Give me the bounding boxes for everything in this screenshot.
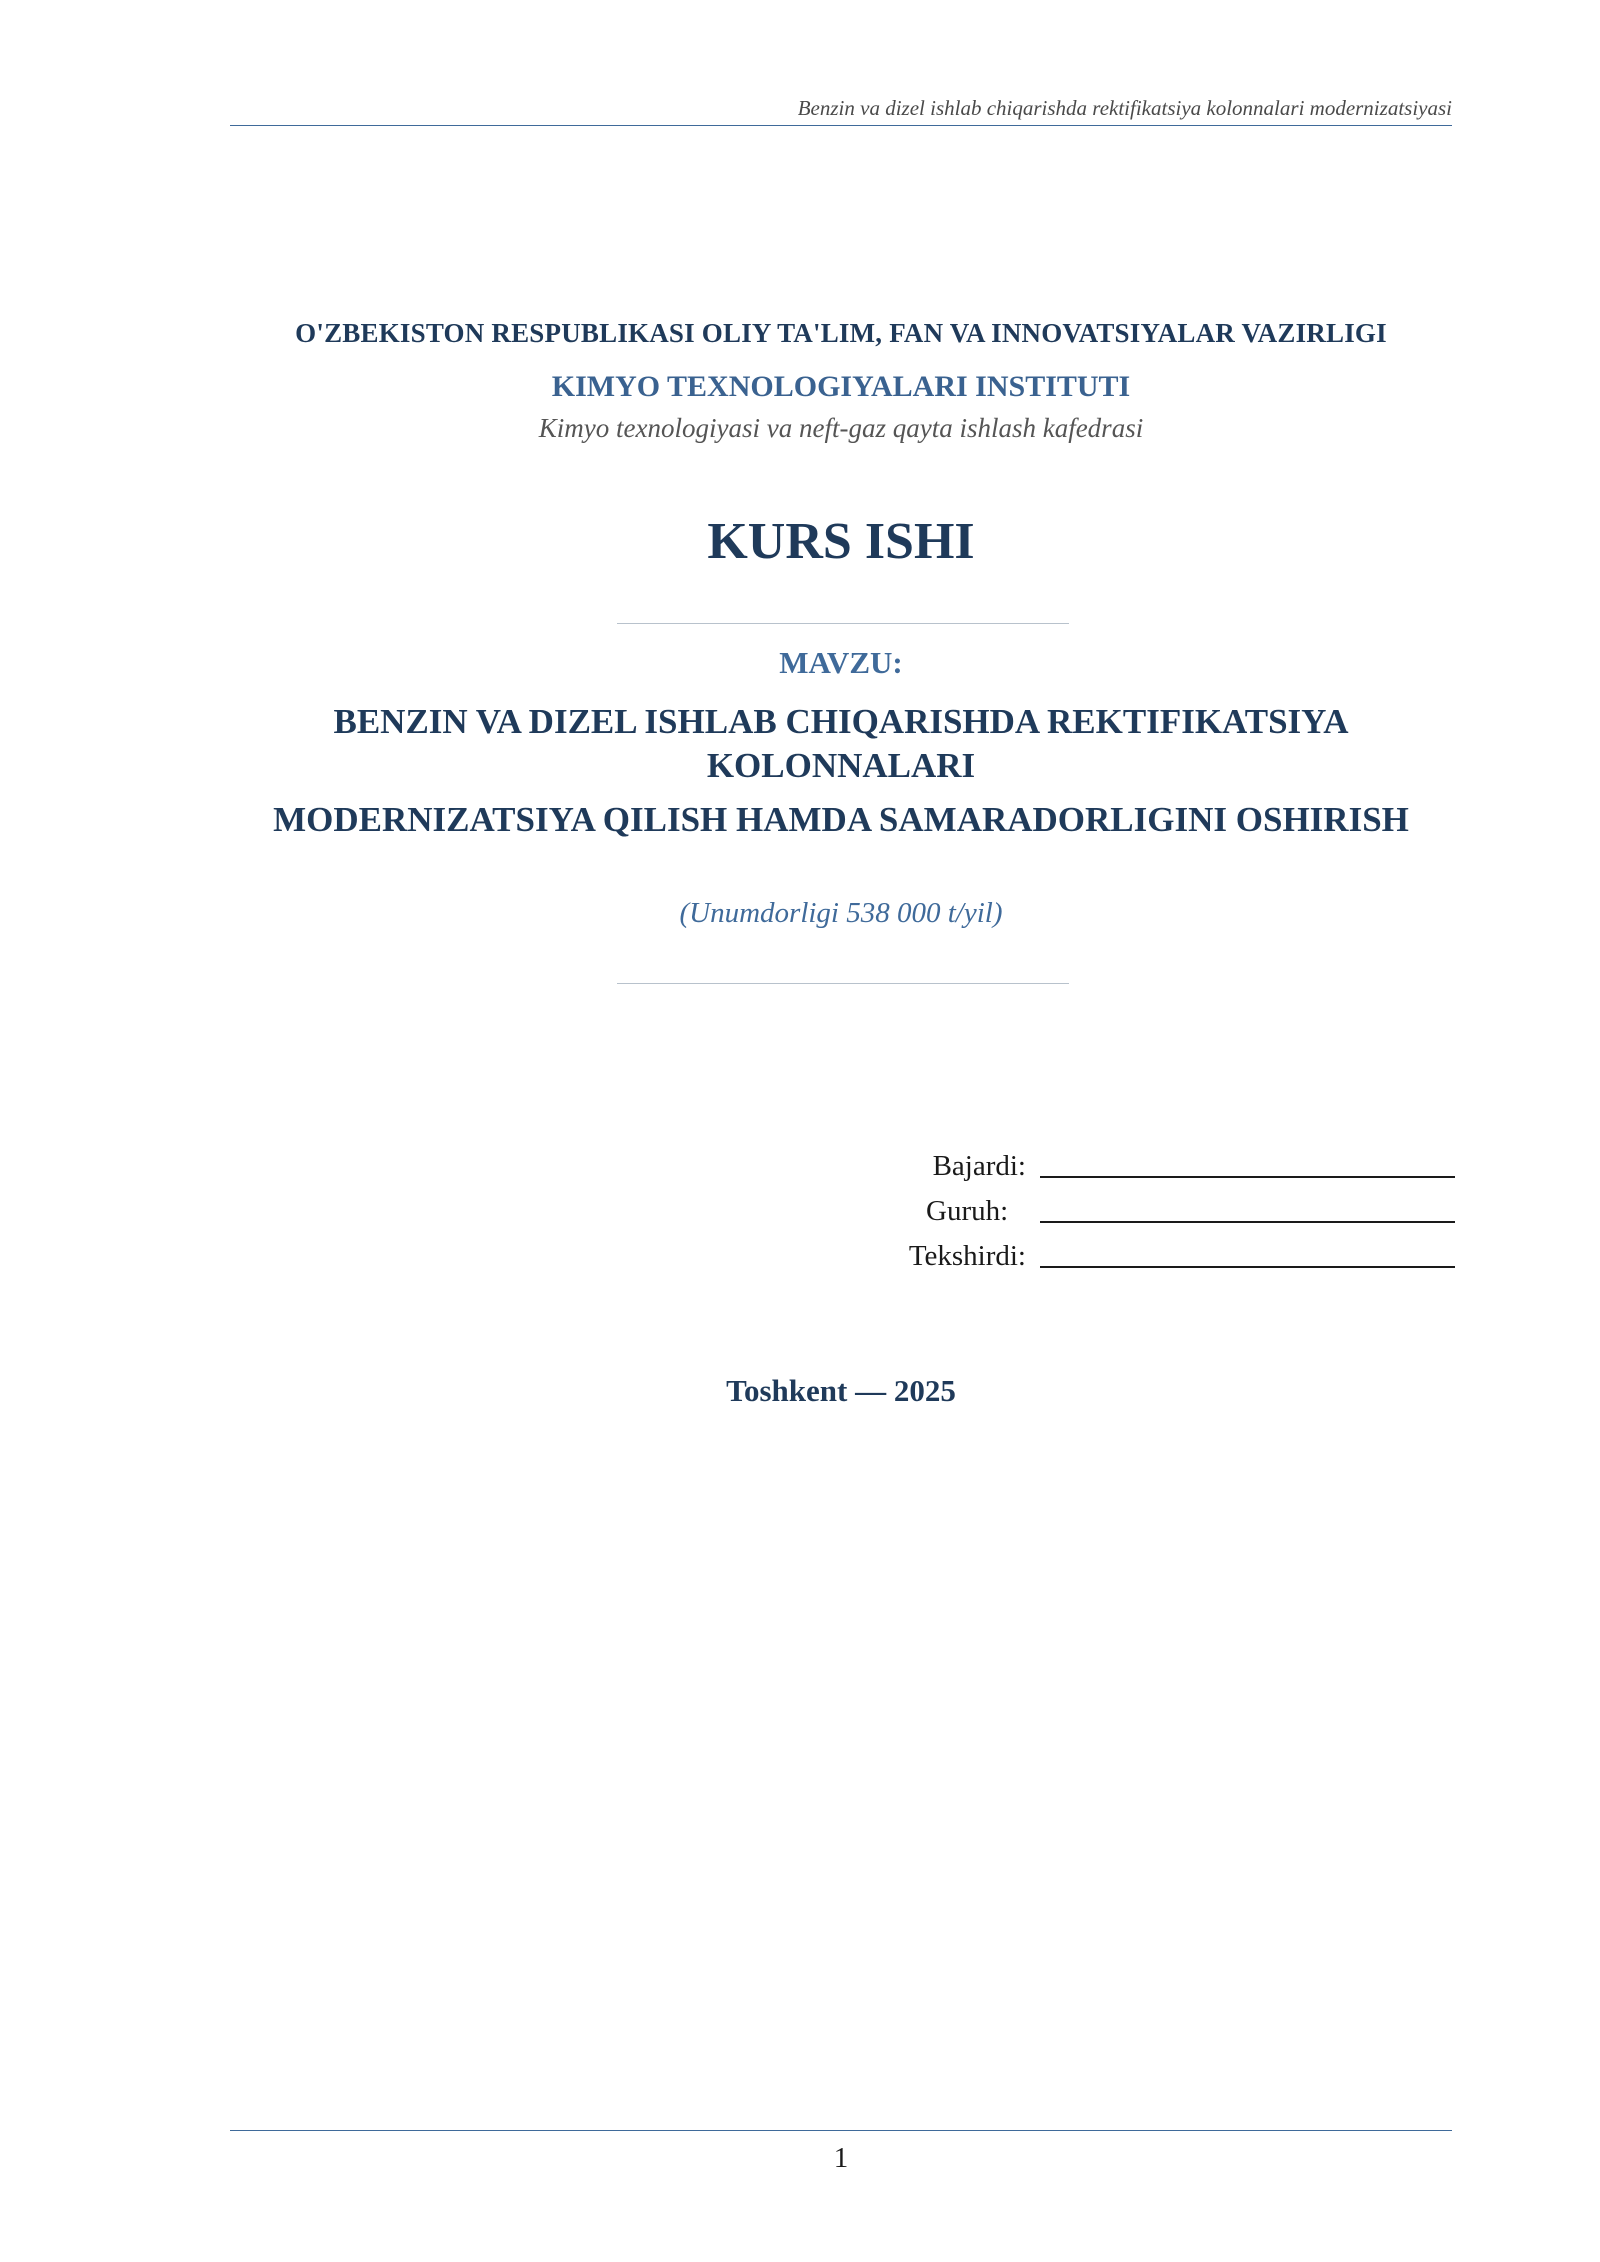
signature-label: Tekshirdi: [908,1240,1026,1272]
topic-title-line-2: MODERNIZATSIYA QILISH HAMDA SAMARADORLIGINI OSHIRISH [273,800,1409,839]
document-type-title: KURS ISHI [707,513,975,570]
footer-rule [230,2130,1452,2131]
signature-blank-line [1040,1221,1455,1223]
page-number: 1 [833,2142,849,2174]
ministry-name: O'ZBEKISTON RESPUBLIKASI OLIY TA'LIM, FAN VA INNOVATSIYALAR VAZIRLIGI [295,318,1387,348]
topic-title [230,700,1452,842]
institute-name: KIMYO TEXNOLOGIYALARI INSTITUTI [551,370,1131,403]
capacity-note: (Unumdorligi 538 000 t/yil) [679,897,1003,929]
top-divider [617,623,1069,624]
topic-title-line-1: BENZIN VA DIZEL ISHLAB CHIQARISHDA REKTIFIKATSIYA KOLONNALARI [333,702,1349,785]
signature-row-guruh [880,1183,1455,1228]
signature-label: Bajardi: [932,1150,1026,1182]
bottom-divider [617,983,1069,984]
signature-row-tekshirdi [880,1228,1455,1273]
signature-label: Guruh: [926,1195,1009,1227]
signature-blank-line [1040,1176,1455,1178]
signature-block [880,1138,1455,1273]
running-header: Benzin va dizel ishlab chiqarishda rektifikatsiya kolonnalari modernizatsiyasi [797,96,1452,120]
place-and-year: Toshkent — 2025 [726,1373,956,1408]
signature-blank-line [1040,1266,1455,1268]
header-rule [230,125,1452,126]
topic-label: MAVZU: [779,645,903,680]
department-name: Kimyo texnologiyasi va neft-gaz qayta ishlash kafedrasi [538,413,1144,443]
signature-row-bajardi [880,1138,1455,1183]
